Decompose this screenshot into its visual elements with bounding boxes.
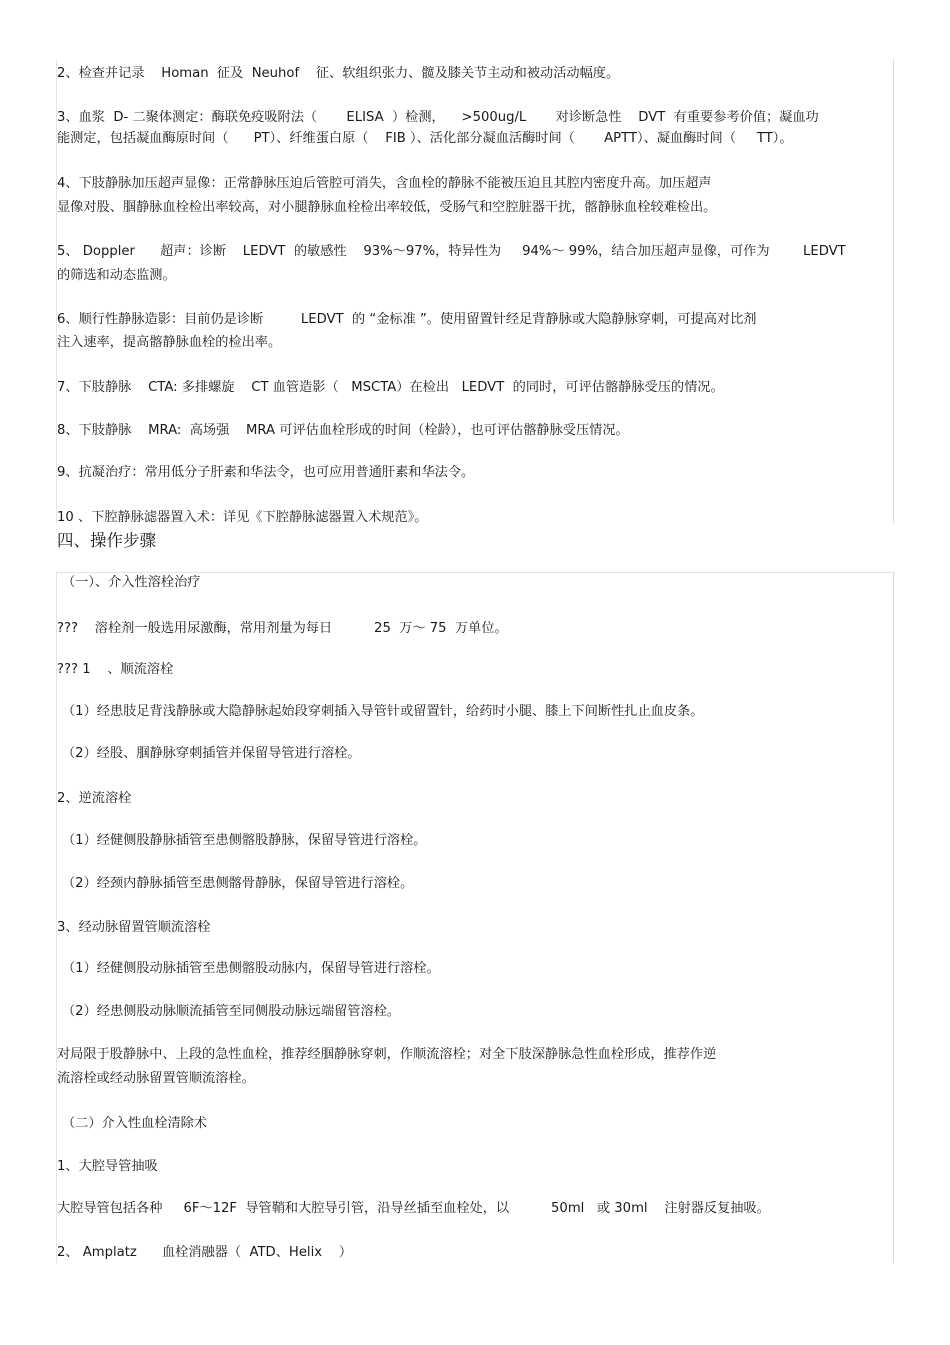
item-4-ultrasound-line-2: 显像对股、腘静脉血栓检出率较高，对小腿静脉血栓检出率较低，受肠气和空腔脏器干扰，髂静脉血栓较难检出。 (57, 200, 717, 215)
item-5-doppler-line-1: 5、 Doppler 超声：诊断 LEDVT 的敏感性 93%～97%，特异性为 94%～ 99%，结合加压超声显像，可作为 LEDVT (57, 244, 846, 259)
item-10-ivc-filter: 10 、下腔静脉滤器置入术：详见《下腔静脉滤器置入术规范》。 (57, 510, 428, 525)
content-frame-lower (56, 572, 894, 1263)
item-2-sub-1: （1）经健侧股静脉插管至患侧髂股静脉，保留导管进行溶栓。 (62, 833, 427, 848)
summary-line-2: 流溶栓或经动脉留置管顺流溶栓。 (57, 1071, 255, 1086)
item-5-doppler-line-2: 的筛选和动态监测。 (57, 268, 176, 283)
content-frame-upper (56, 60, 894, 523)
item-3-d-dimer-line-2: 能测定，包括凝血酶原时间（ PT）、纤维蛋白原（ FIB ）、活化部分凝血活酶时间（ APTT）、凝血酶时间（ TT）。 (57, 131, 793, 146)
item-3-arterial-catheter: 3、经动脉留置管顺流溶栓 (57, 920, 211, 935)
item-1-sub-1: （1）经患肢足背浅静脉或大隐静脉起始段穿刺插入导管针或留置针，给药时小腿、膝上下间断性扎止血皮条。 (62, 704, 704, 719)
item-7-cta: 7、下肢静脉 CTA: 多排螺旋 CT 血管造影（ MSCTA）在检出 LEDVT 的同时，可评估髂静脉受压的情况。 (57, 380, 724, 395)
item-1-antegrade: ??? 1 、顺流溶栓 (57, 662, 174, 677)
summary-line-1: 对局限于股静脉中、上段的急性血栓，推荐经腘静脉穿刺，作顺流溶栓；对全下肢深静脉急性血栓形成，推荐作逆 (57, 1047, 717, 1062)
item-3-sub-2: （2）经患侧股动脉顺流插管至同侧股动脉远端留管溶栓。 (62, 1004, 401, 1019)
item-2-retrograde: 2、逆流溶栓 (57, 791, 132, 806)
item-3-d-dimer-line-1: 3、血浆 D- 二聚体测定：酶联免疫吸附法（ ELISA ）检测， >500ug/L 对诊断急性 DVT 有重要参考价值；凝血功 (57, 110, 819, 125)
item-2-exam-record: 2、检查并记录 Homan 征及 Neuhof 征、软组织张力、髋及膝关节主动和被动活动幅度。 (57, 66, 620, 81)
subheading-thrombolysis: （一）、介入性溶栓治疗 (62, 575, 201, 590)
subheading-thrombectomy: （二）介入性血栓清除术 (62, 1116, 208, 1131)
item-8-mra: 8、下肢静脉 MRA: 高场强 MRA 可评估血栓形成的时间（栓龄），也可评估髂静脉受压情况。 (57, 423, 629, 438)
item-3-sub-1: （1）经健侧股动脉插管至患侧髂股动脉内，保留导管进行溶栓。 (62, 961, 440, 976)
item-4-ultrasound-line-1: 4、下肢静脉加压超声显像：正常静脉压迫后管腔可消失，含血栓的静脉不能被压迫且其腔内密度升高。加压超声 (57, 176, 712, 191)
thrombectomy-item-1-text: 大腔导管包括各种 6F～12F 导管鞘和大腔导引管，沿导丝插至血栓处，以 50ml 或 30ml 注射器反复抽吸。 (57, 1201, 770, 1216)
item-6-venography-line-2: 注入速率，提高髂静脉血栓的检出率。 (57, 335, 282, 350)
thrombectomy-item-1: 1、大腔导管抽吸 (57, 1159, 158, 1174)
thrombectomy-item-2: 2、 Amplatz 血栓消融器（ ATD、Helix ） (57, 1245, 353, 1260)
item-6-venography-line-1: 6、顺行性静脉造影：目前仍是诊断 LEDVT 的 “金标准 ”。使用留置针经足背静脉或大隐静脉穿刺，可提高对比剂 (57, 312, 757, 327)
thrombolytic-intro: ??? 溶栓剂一般选用尿激酶，常用剂量为每日 25 万～ 75 万单位。 (57, 621, 508, 636)
item-1-sub-2: （2）经股、腘静脉穿刺插管并保留导管进行溶栓。 (62, 746, 361, 761)
item-2-sub-2: （2）经颈内静脉插管至患侧髂骨静脉，保留导管进行溶栓。 (62, 876, 414, 891)
section-heading-operation-steps: 四、操作步骤 (57, 531, 156, 550)
item-9-anticoagulation: 9、抗凝治疗：常用低分子肝素和华法令，也可应用普通肝素和华法令。 (57, 465, 475, 480)
